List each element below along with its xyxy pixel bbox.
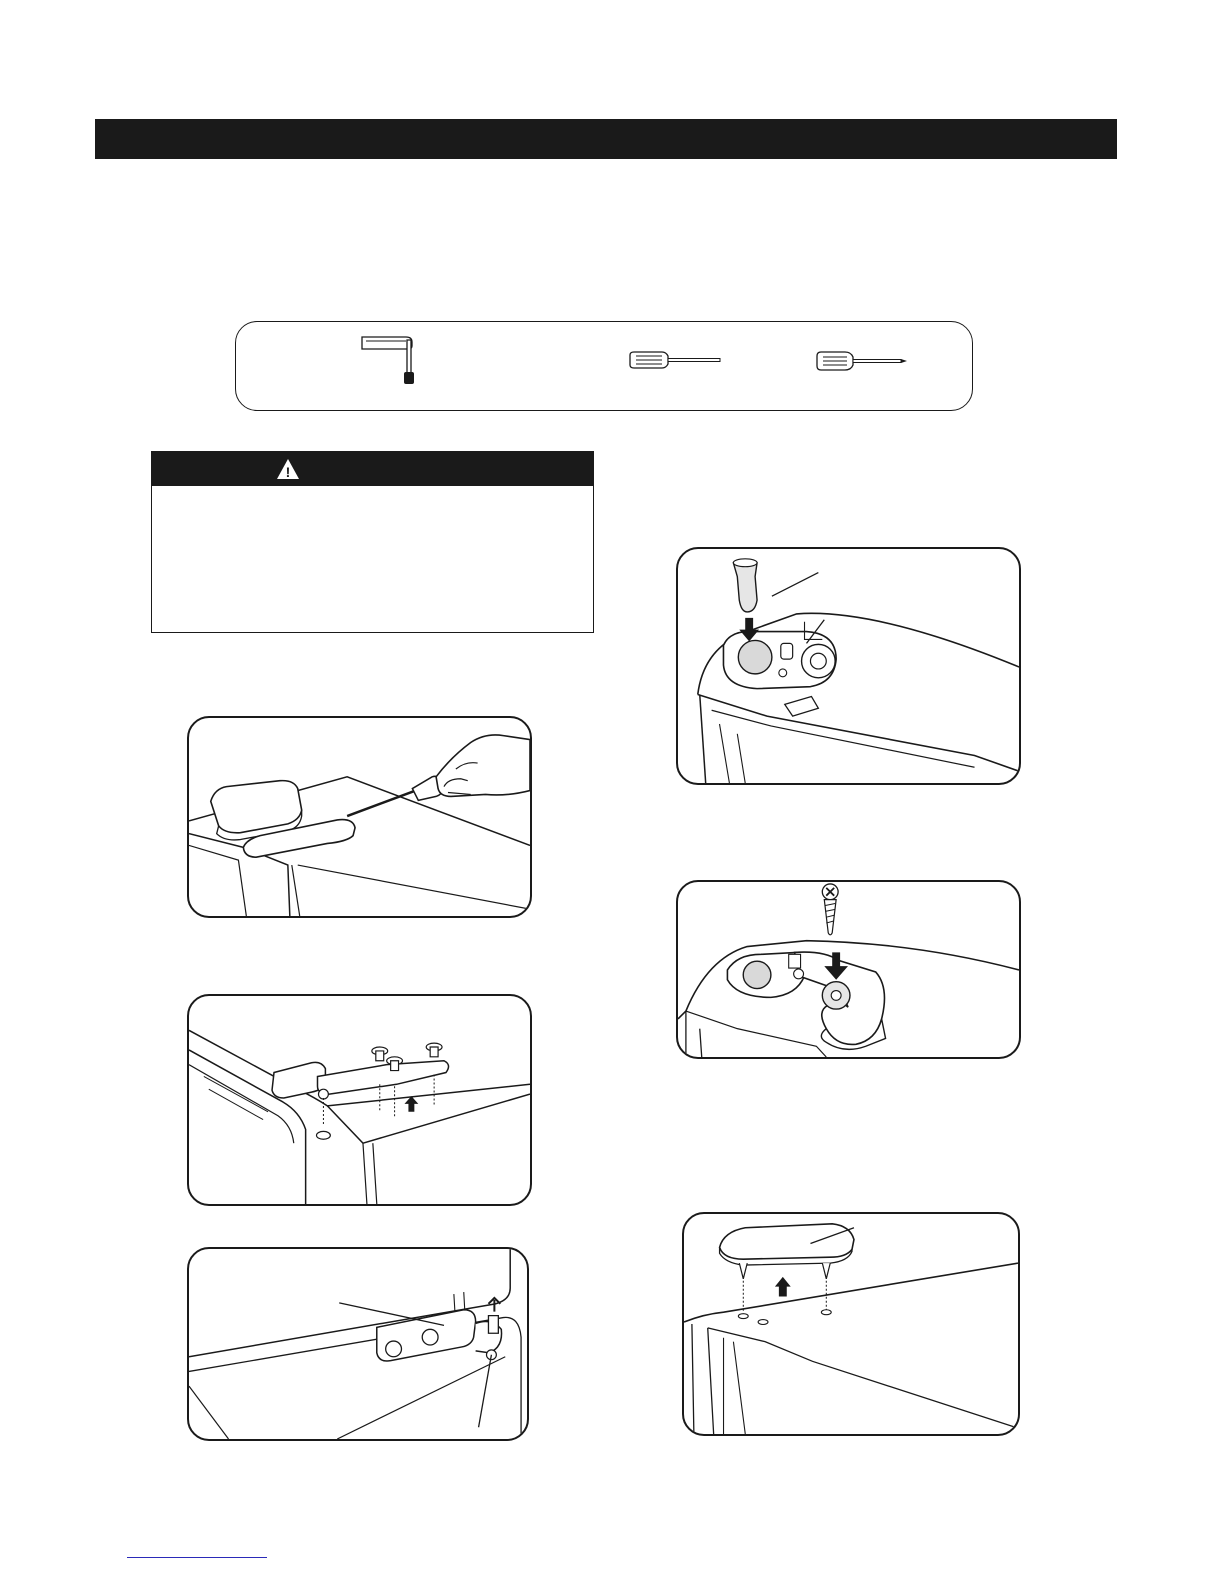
section-header-bar bbox=[95, 119, 1117, 159]
warning-header bbox=[152, 452, 593, 486]
warning-symbol: ! bbox=[285, 464, 291, 480]
hinge-screw-illustration bbox=[676, 880, 1021, 1059]
warning-box bbox=[151, 451, 594, 633]
lower-hinge-illustration bbox=[187, 1247, 529, 1441]
footer-link-underline[interactable] bbox=[127, 1557, 267, 1558]
warning-triangle-icon bbox=[276, 458, 300, 480]
hinge-pin-cap-illustration bbox=[676, 547, 1021, 785]
flat-screwdriver-icon bbox=[628, 350, 722, 370]
phillips-screwdriver-icon bbox=[815, 350, 909, 372]
remove-top-hinge-illustration bbox=[187, 994, 532, 1206]
install-hinge-cover-illustration bbox=[682, 1212, 1020, 1436]
remove-hinge-cover-illustration bbox=[187, 716, 532, 918]
wrench-icon bbox=[358, 332, 428, 392]
